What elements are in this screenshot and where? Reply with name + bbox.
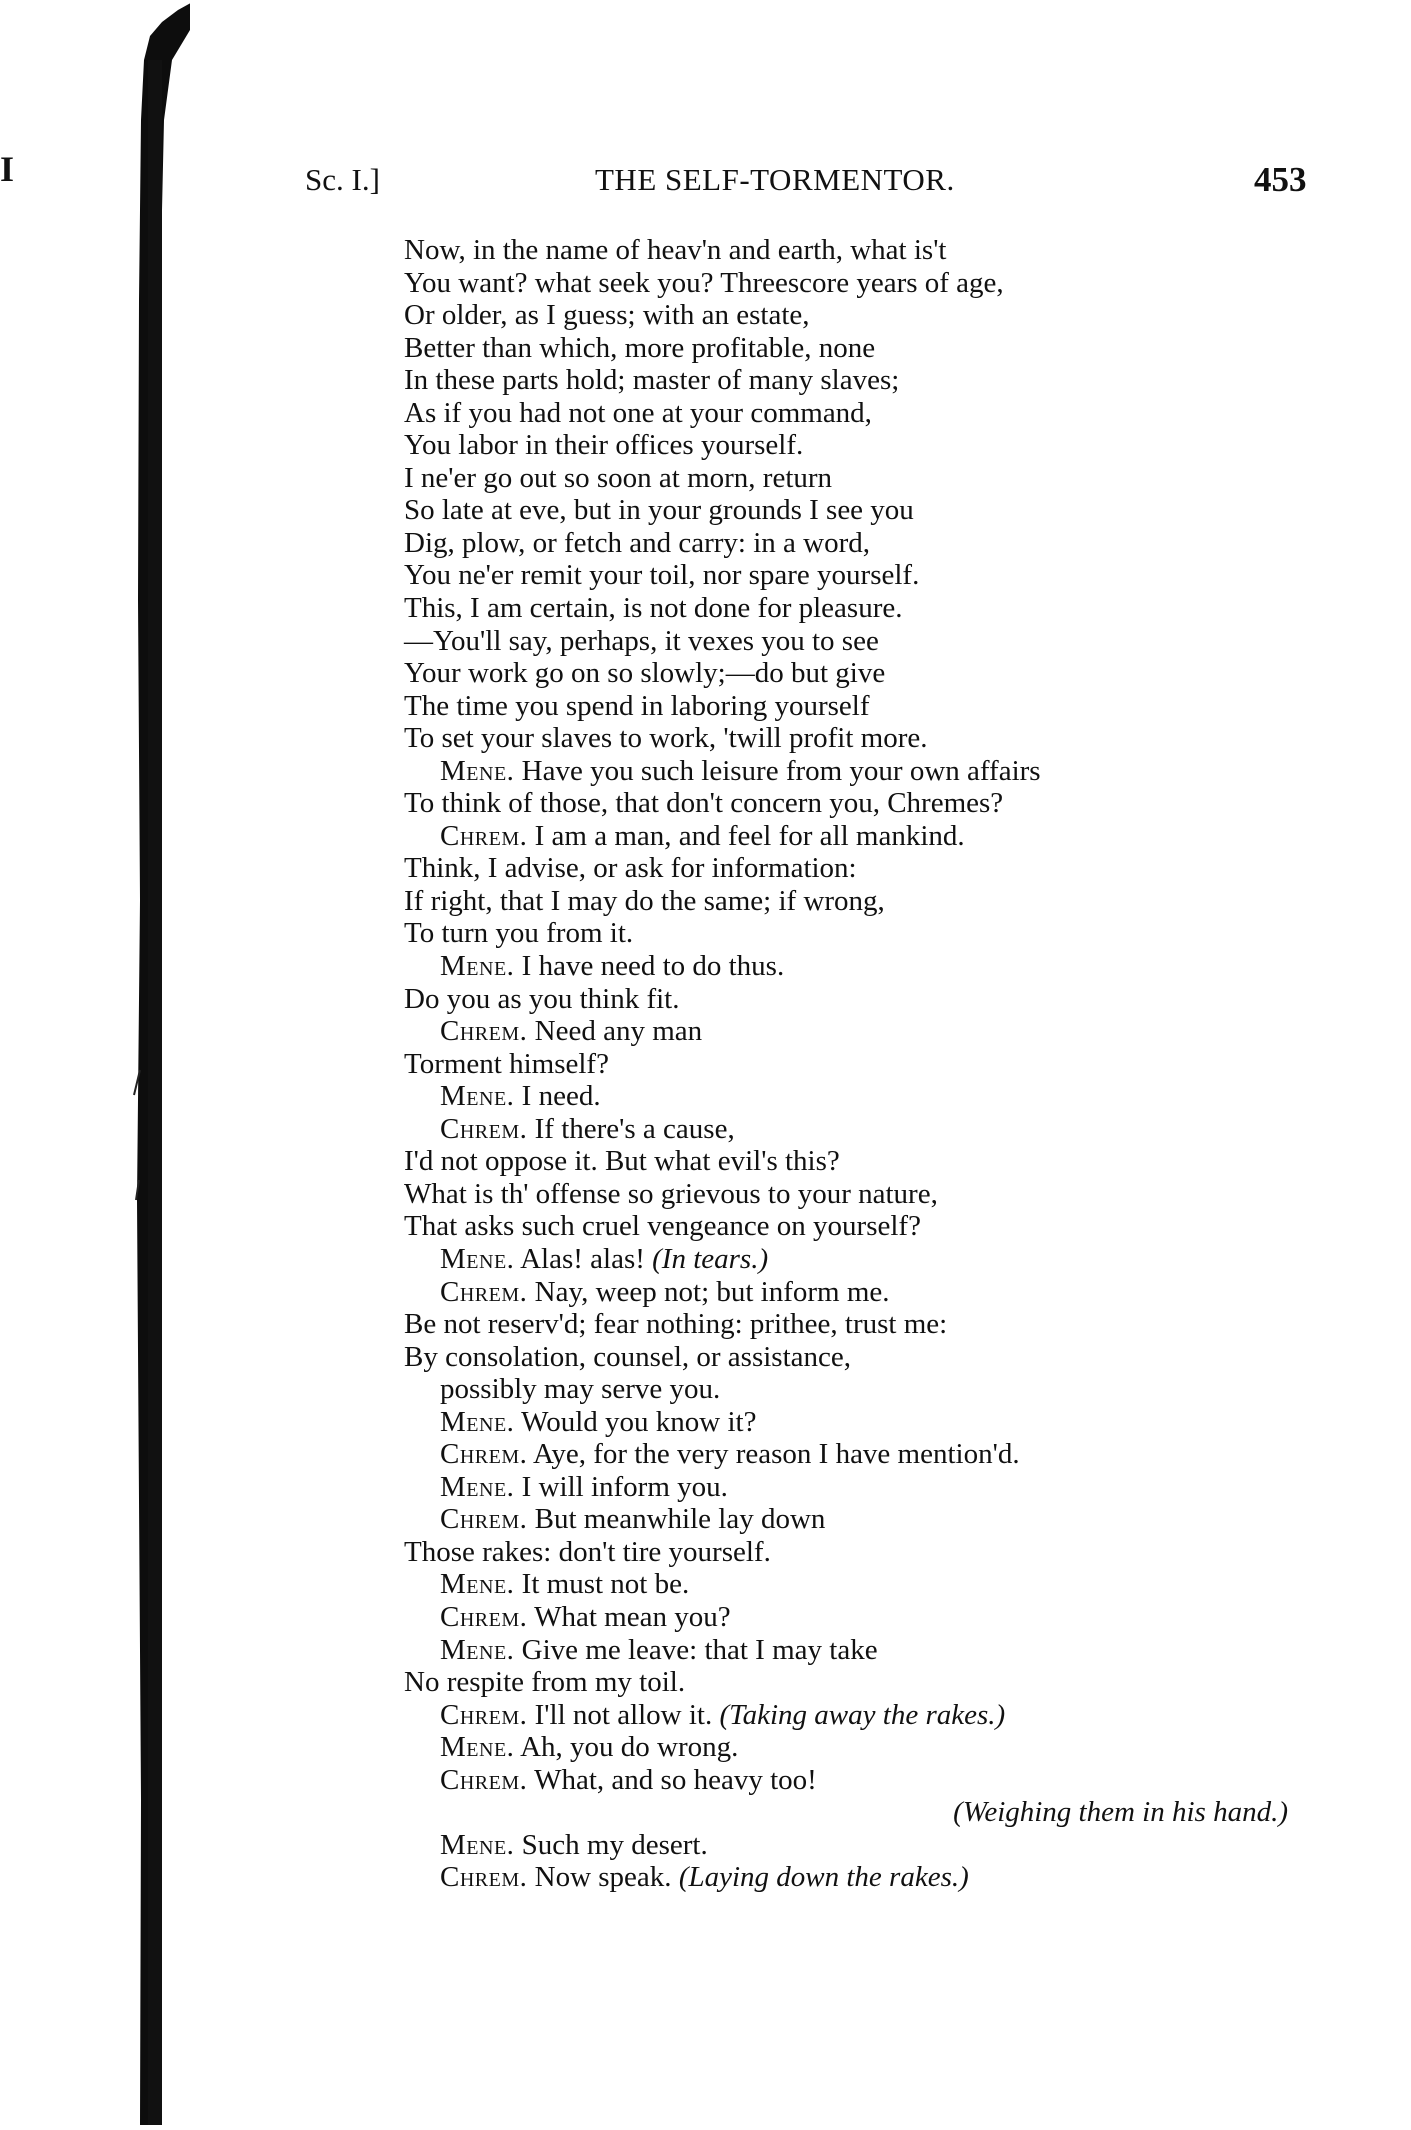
speaker-name: Chrem. bbox=[440, 1600, 528, 1633]
verse-line bbox=[404, 755, 1364, 788]
line-text: I need. bbox=[521, 1080, 601, 1113]
verse-line bbox=[404, 1666, 1364, 1699]
verse-line bbox=[404, 299, 1364, 332]
verse-line bbox=[404, 1601, 1364, 1634]
verse-line bbox=[404, 1471, 1364, 1504]
speaker-name: Mene. bbox=[440, 1242, 515, 1275]
line-text: Think, I advise, or ask for information: bbox=[404, 852, 857, 885]
line-text: Better than which, more profitable, none bbox=[404, 331, 876, 364]
verse-line bbox=[404, 1568, 1364, 1601]
line-text: Torment himself? bbox=[404, 1047, 609, 1080]
line-text: You want? what seek you? Threescore years of age, bbox=[404, 266, 1004, 299]
verse-line bbox=[404, 1178, 1364, 1211]
line-text: I have need to do thus. bbox=[521, 950, 785, 983]
verse-line bbox=[404, 657, 1364, 690]
verse-line bbox=[404, 494, 1364, 527]
speaker-name: Chrem. bbox=[440, 819, 528, 852]
speaker-name: Mene. bbox=[440, 1470, 515, 1503]
line-text: But meanwhile lay down bbox=[534, 1503, 826, 1536]
line-text: —You'll say, perhaps, it vexes you to see bbox=[404, 624, 879, 657]
speaker-name: Chrem. bbox=[440, 1861, 528, 1894]
verse-line bbox=[404, 462, 1364, 495]
speaker-name: Chrem. bbox=[440, 1015, 528, 1048]
line-text: To think of those, that don't concern you, Chremes? bbox=[404, 787, 1004, 820]
line-text: possibly may serve you. bbox=[440, 1373, 721, 1406]
speaker-name: Chrem. bbox=[440, 1503, 528, 1536]
stage-direction: (Laying down the rakes.) bbox=[678, 1861, 969, 1894]
line-text: Give me leave: that I may take bbox=[521, 1633, 878, 1666]
margin-mark: I bbox=[0, 149, 15, 189]
speaker-name: Mene. bbox=[440, 1828, 515, 1861]
speaker-name: Mene. bbox=[440, 1405, 515, 1438]
verse-line bbox=[404, 559, 1364, 592]
line-text: I ne'er go out so soon at morn, return bbox=[404, 461, 833, 494]
stage-direction: (Taking away the rakes.) bbox=[719, 1698, 1006, 1731]
speaker-name: Mene. bbox=[440, 1080, 515, 1113]
verse-line bbox=[404, 1048, 1364, 1081]
verse-line bbox=[404, 332, 1364, 365]
running-header bbox=[0, 162, 1411, 208]
verse-line bbox=[404, 234, 1364, 267]
running-title: THE SELF-TORMENTOR. bbox=[595, 162, 955, 197]
line-text: No respite from my toil. bbox=[404, 1666, 686, 1699]
line-text: Now, in the name of heav'n and earth, what is't bbox=[404, 234, 947, 266]
speaker-name: Chrem. bbox=[440, 1698, 528, 1731]
line-text: I'll not allow it. bbox=[534, 1698, 713, 1731]
verse-line bbox=[404, 267, 1364, 300]
line-text: To set your slaves to work, 'twill profit more. bbox=[404, 722, 928, 755]
line-text: To turn you from it. bbox=[404, 917, 634, 950]
speaker-name: Chrem. bbox=[440, 1275, 528, 1308]
verse-line bbox=[404, 787, 1364, 820]
speaker-name: Mene. bbox=[440, 754, 515, 787]
speaker-name: Mene. bbox=[440, 1568, 515, 1601]
line-text: This, I am certain, is not done for pleasure. bbox=[404, 592, 903, 625]
stage-direction: (Weighing them in his hand.) bbox=[953, 1796, 1288, 1829]
verse-line bbox=[404, 690, 1364, 723]
binding-gutter bbox=[0, 0, 190, 2125]
verse-line bbox=[404, 1210, 1364, 1243]
line-text: Such my desert. bbox=[521, 1828, 708, 1861]
line-text: Do you as you think fit. bbox=[404, 982, 680, 1015]
verse-line bbox=[404, 983, 1364, 1016]
stage-direction: (In tears.) bbox=[652, 1242, 769, 1275]
line-text: Dig, plow, or fetch and carry: in a word, bbox=[404, 526, 870, 559]
line-text: You labor in their offices yourself. bbox=[404, 429, 804, 462]
line-text: I am a man, and feel for all mankind. bbox=[534, 819, 965, 852]
verse-line bbox=[404, 917, 1364, 950]
line-text: Would you know it? bbox=[521, 1405, 757, 1438]
line-text: It must not be. bbox=[521, 1568, 690, 1601]
line-text: Nay, weep not; but inform me. bbox=[534, 1275, 890, 1308]
verse-line bbox=[404, 527, 1364, 560]
verse-line bbox=[404, 592, 1364, 625]
verse-line bbox=[404, 820, 1364, 853]
line-text: By consolation, counsel, or assistance, bbox=[404, 1340, 851, 1373]
verse-text bbox=[404, 234, 1364, 1894]
verse-line bbox=[404, 1536, 1364, 1569]
verse-line bbox=[404, 1341, 1364, 1374]
verse-line bbox=[404, 1829, 1364, 1862]
verse-line bbox=[404, 1634, 1364, 1667]
line-text: Have you such leisure from your own affairs bbox=[521, 754, 1041, 787]
speaker-name: Mene. bbox=[440, 950, 515, 983]
line-text: You ne'er remit your toil, nor spare yourself. bbox=[404, 559, 920, 592]
line-text: Now speak. bbox=[534, 1861, 672, 1894]
speaker-name: Mene. bbox=[440, 1633, 515, 1666]
line-text: As if you had not one at your command, bbox=[404, 396, 872, 429]
line-text: Your work go on so slowly;—do but give bbox=[404, 657, 886, 690]
verse-line bbox=[404, 625, 1364, 658]
verse-line bbox=[404, 1438, 1364, 1471]
line-text: The time you spend in laboring yourself bbox=[404, 689, 870, 722]
line-text: If there's a cause, bbox=[534, 1112, 735, 1145]
verse-line bbox=[404, 1243, 1364, 1276]
binding-shadow bbox=[0, 0, 190, 2125]
line-text: Those rakes: don't tire yourself. bbox=[404, 1535, 771, 1568]
page-number: 453 bbox=[1254, 160, 1307, 199]
verse-line bbox=[404, 1113, 1364, 1146]
verse-line bbox=[404, 1796, 1364, 1829]
verse-line bbox=[404, 885, 1364, 918]
speaker-name: Chrem. bbox=[440, 1438, 528, 1471]
speaker-name: Mene. bbox=[440, 1731, 515, 1764]
verse-line bbox=[404, 1308, 1364, 1341]
verse-line bbox=[404, 1503, 1364, 1536]
line-text: Alas! alas! bbox=[520, 1242, 645, 1275]
verse-line bbox=[404, 397, 1364, 430]
verse-line bbox=[404, 1276, 1364, 1309]
verse-line bbox=[404, 1145, 1364, 1178]
line-text: Or older, as I guess; with an estate, bbox=[404, 299, 810, 332]
speaker-name: Chrem. bbox=[440, 1763, 528, 1796]
verse-line bbox=[404, 1373, 1364, 1406]
verse-line bbox=[404, 364, 1364, 397]
line-text: So late at eve, but in your grounds I see you bbox=[404, 494, 914, 527]
verse-line bbox=[404, 722, 1364, 755]
verse-line bbox=[404, 852, 1364, 885]
verse-line bbox=[404, 1861, 1364, 1894]
line-text: I will inform you. bbox=[521, 1470, 728, 1503]
verse-line bbox=[404, 1080, 1364, 1113]
line-text: What, and so heavy too! bbox=[534, 1763, 817, 1796]
line-text: That asks such cruel vengeance on yourself? bbox=[404, 1210, 921, 1243]
verse-line bbox=[404, 1406, 1364, 1439]
line-text: Aye, for the very reason I have mention'd. bbox=[533, 1438, 1020, 1471]
scene-reference: Sc. I.] bbox=[305, 162, 380, 197]
verse-line bbox=[404, 950, 1364, 983]
verse-line bbox=[404, 1015, 1364, 1048]
line-text: If right, that I may do the same; if wrong, bbox=[404, 884, 885, 917]
line-text: I'd not oppose it. But what evil's this? bbox=[404, 1145, 840, 1178]
verse-line bbox=[404, 1731, 1364, 1764]
line-text: What is th' offense so grievous to your nature, bbox=[404, 1177, 938, 1210]
verse-line bbox=[404, 1764, 1364, 1797]
line-text: Ah, you do wrong. bbox=[520, 1731, 739, 1764]
verse-line bbox=[404, 1699, 1364, 1732]
line-text: Be not reserv'd; fear nothing: prithee, trust me: bbox=[404, 1308, 948, 1341]
line-text: In these parts hold; master of many slaves; bbox=[404, 364, 900, 397]
verse-line bbox=[404, 429, 1364, 462]
speaker-name: Chrem. bbox=[440, 1112, 528, 1145]
line-text: Need any man bbox=[534, 1015, 703, 1048]
line-text: What mean you? bbox=[534, 1600, 731, 1633]
